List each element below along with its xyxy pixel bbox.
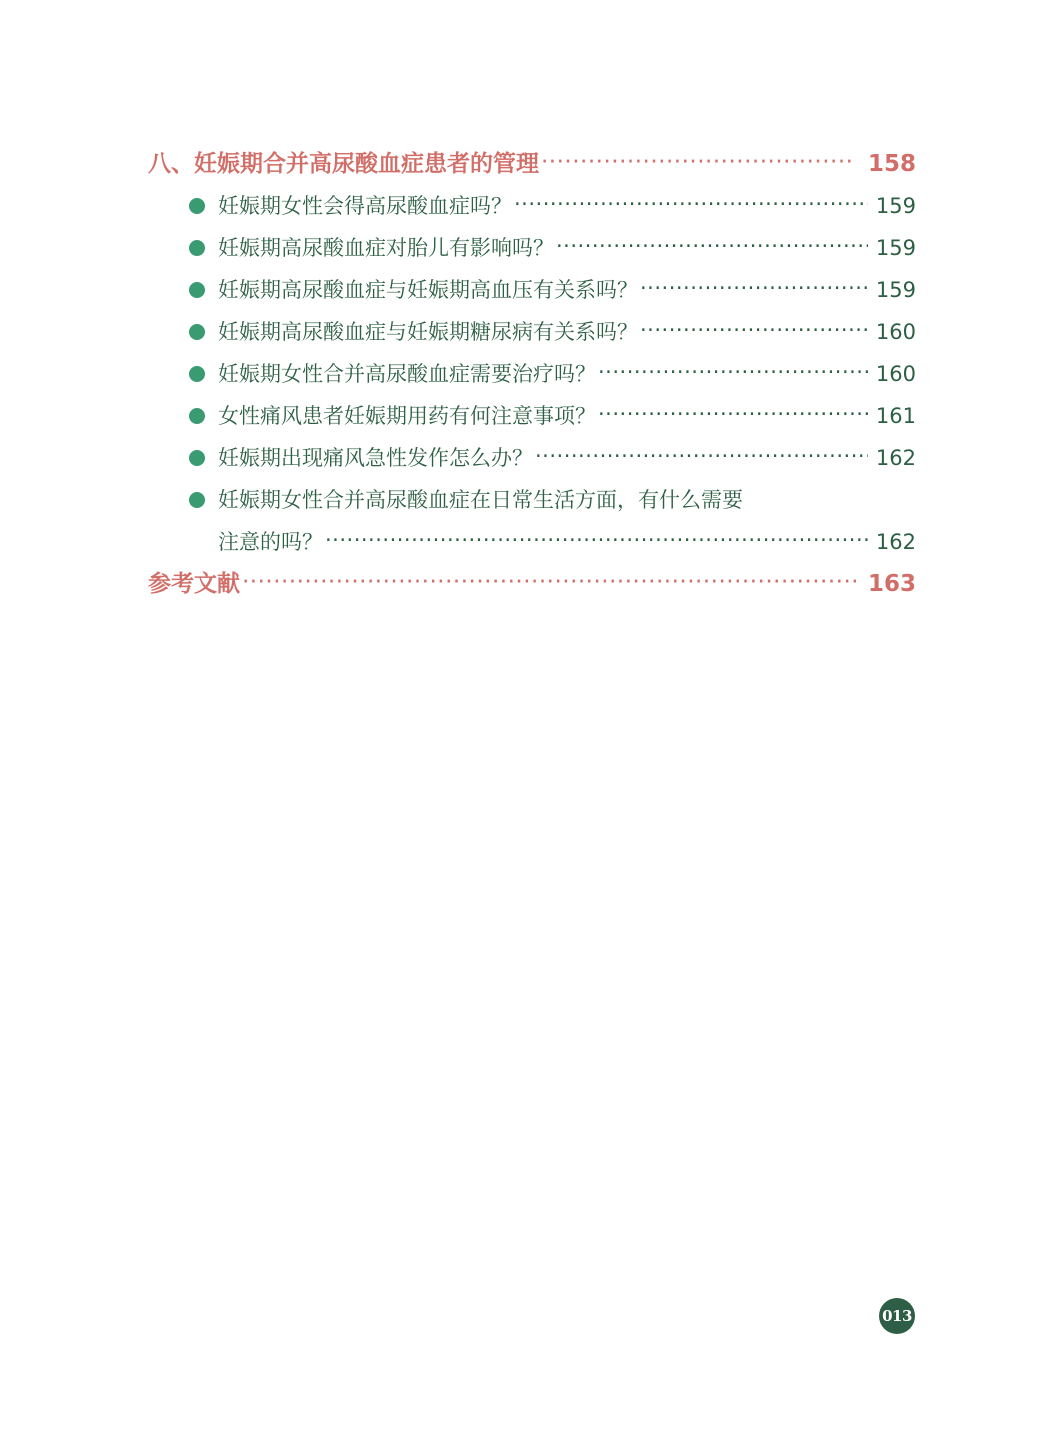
entry-title: 妊娠期高尿酸血症与妊娠期糖尿病有关系吗？ (218, 320, 638, 344)
entry-title: 妊娠期女性会得高尿酸血症吗？ (218, 194, 512, 218)
dot-leader (640, 320, 868, 341)
references-title: 参考文献 (148, 571, 240, 597)
toc-entry-multiline[interactable] (148, 479, 916, 521)
entry-title: 妊娠期高尿酸血症与妊娠期高血压有关系吗？ (218, 278, 638, 302)
bullet-icon (189, 492, 205, 508)
toc-chapter-8[interactable] (148, 143, 916, 185)
dot-leader (514, 194, 868, 215)
dot-leader (242, 571, 856, 594)
entry-title-line-1: 妊娠期女性合并高尿酸血症在日常生活方面，有什么需要 (218, 488, 743, 512)
entry-page-number: 160 (875, 362, 916, 386)
entry-page-number: 162 (875, 446, 916, 470)
bullet-icon (189, 198, 205, 214)
chapter-page-number: 158 (867, 151, 916, 177)
entry-title: 妊娠期女性合并高尿酸血症需要治疗吗？ (218, 362, 596, 386)
dot-leader (541, 151, 856, 174)
toc-entry[interactable] (148, 437, 916, 479)
toc-entry[interactable] (148, 269, 916, 311)
chapter-title: 八、妊娠期合并高尿酸血症患者的管理 (148, 151, 539, 177)
entry-page-number: 159 (875, 194, 916, 218)
dot-leader (556, 236, 868, 257)
toc-entry[interactable] (148, 227, 916, 269)
entry-page-number: 159 (875, 236, 916, 260)
table-of-contents (148, 143, 916, 605)
entry-title: 妊娠期高尿酸血症对胎儿有影响吗？ (218, 236, 554, 260)
dot-leader (598, 404, 868, 425)
entry-page-number: 159 (875, 278, 916, 302)
entry-title-line-2: 注意的吗？ (218, 530, 323, 554)
bullet-icon (189, 282, 205, 298)
dot-leader (535, 446, 868, 467)
toc-references[interactable] (148, 563, 916, 605)
dot-leader (640, 278, 868, 299)
dot-leader (598, 362, 868, 383)
toc-entry[interactable] (148, 395, 916, 437)
references-page-number: 163 (867, 571, 916, 597)
entry-page-number: 161 (875, 404, 916, 428)
toc-entry-continuation[interactable] (148, 521, 916, 563)
page-number-badge: 013 (879, 1298, 915, 1334)
entry-page-number: 162 (875, 530, 916, 554)
entry-title: 妊娠期出现痛风急性发作怎么办？ (218, 446, 533, 470)
toc-entry[interactable] (148, 353, 916, 395)
entry-page-number: 160 (875, 320, 916, 344)
bullet-icon (189, 450, 205, 466)
entry-title: 女性痛风患者妊娠期用药有何注意事项？ (218, 404, 596, 428)
dot-leader (325, 530, 868, 551)
toc-entry[interactable] (148, 185, 916, 227)
bullet-icon (189, 366, 205, 382)
toc-entry[interactable] (148, 311, 916, 353)
bullet-icon (189, 240, 205, 256)
bullet-icon (189, 408, 205, 424)
bullet-icon (189, 324, 205, 340)
